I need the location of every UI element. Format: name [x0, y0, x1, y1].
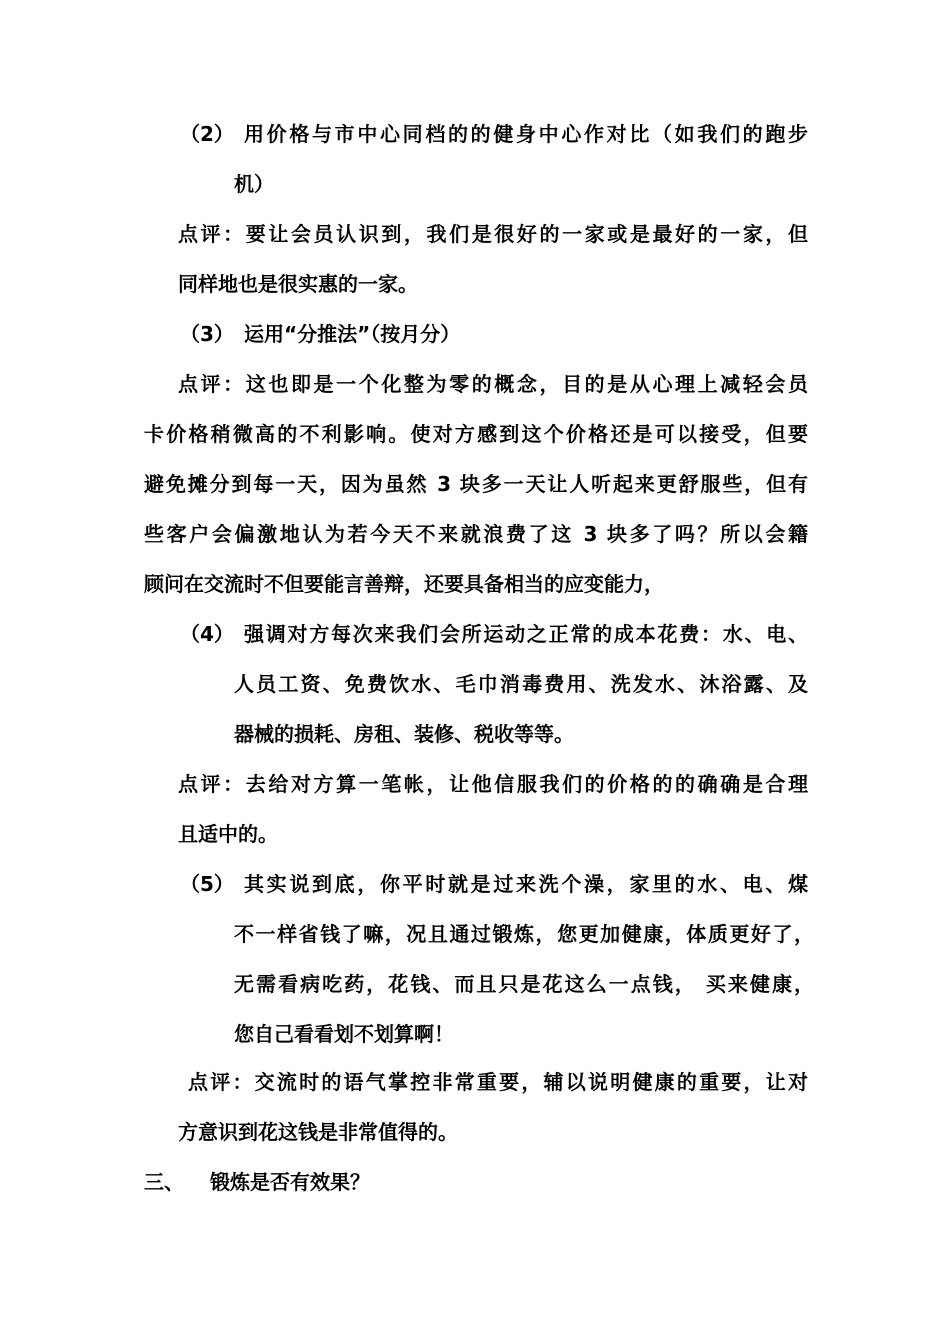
- comment-3-line-1: 点评：去给对方算一笔帐，让他信服我们的价格的的确确是合理: [178, 772, 808, 796]
- section-3-number: 三、: [144, 1170, 184, 1194]
- comment-1-line-2: 同样地也是很实惠的一家。: [178, 272, 418, 296]
- section-3-heading: 锻炼是否有效果？: [210, 1170, 370, 1194]
- comment-2-line-5: 顾问在交流时不但要能言善辩，还要具备相当的应变能力，: [144, 572, 664, 596]
- comment-2-line-1: 点评：这也即是一个化整为零的概念，目的是从心理上减轻会员: [178, 372, 808, 396]
- item-4-line-2: 人员工资、免费饮水、毛巾消毒费用、洗发水、沐浴露、及: [234, 672, 808, 696]
- comment-4-line-2: 方意识到花这钱是非常值得的。: [178, 1120, 458, 1144]
- comment-2-line-4: 些客户会偏激地认为若今天不来就浪费了这 3 块多了吗？所以会籍: [144, 522, 808, 546]
- item-4-line-3: 器械的损耗、房租、装修、税收等等。: [234, 722, 574, 746]
- item-3-label: （3）: [180, 322, 234, 346]
- item-2-line-2: 机）: [234, 172, 274, 196]
- item-5-line-4: 您自己看看划不划算啊！: [234, 1022, 454, 1046]
- comment-2-line-2: 卡价格稍微高的不利影响。使对方感到这个价格还是可以接受，但要: [144, 422, 808, 446]
- item-2-label: （2）: [180, 122, 234, 146]
- item-5-label: （5）: [180, 872, 234, 896]
- item-4-label: （4）: [180, 622, 234, 646]
- item-2-line-1: 用价格与市中心同档的的健身中心作对比（如我们的跑步: [244, 122, 808, 146]
- item-5-line-2: 不一样省钱了嘛，况且通过锻炼，您更加健康，体质更好了，: [234, 922, 814, 946]
- comment-4-line-1: 点评：交流时的语气掌控非常重要，辅以说明健康的重要，让对: [188, 1070, 808, 1094]
- comment-1-line-1: 点评：要让会员认识到，我们是很好的一家或是最好的一家，但: [178, 222, 808, 246]
- item-5-line-1: 其实说到底，你平时就是过来洗个澡，家里的水、电、煤: [244, 872, 808, 896]
- item-4-line-1: 强调对方每次来我们会所运动之正常的成本花费：水、电、: [244, 622, 808, 646]
- item-3-line-1: 运用“分推法”（按月分）: [244, 322, 461, 346]
- item-5-line-3: 无需看病吃药，花钱、而且只是花这么一点钱， 买来健康，: [234, 972, 814, 996]
- comment-3-line-2: 且适中的。: [178, 822, 278, 846]
- comment-2-line-3: 避免摊分到每一天，因为虽然 3 块多一天让人听起来更舒服些，但有: [144, 472, 808, 496]
